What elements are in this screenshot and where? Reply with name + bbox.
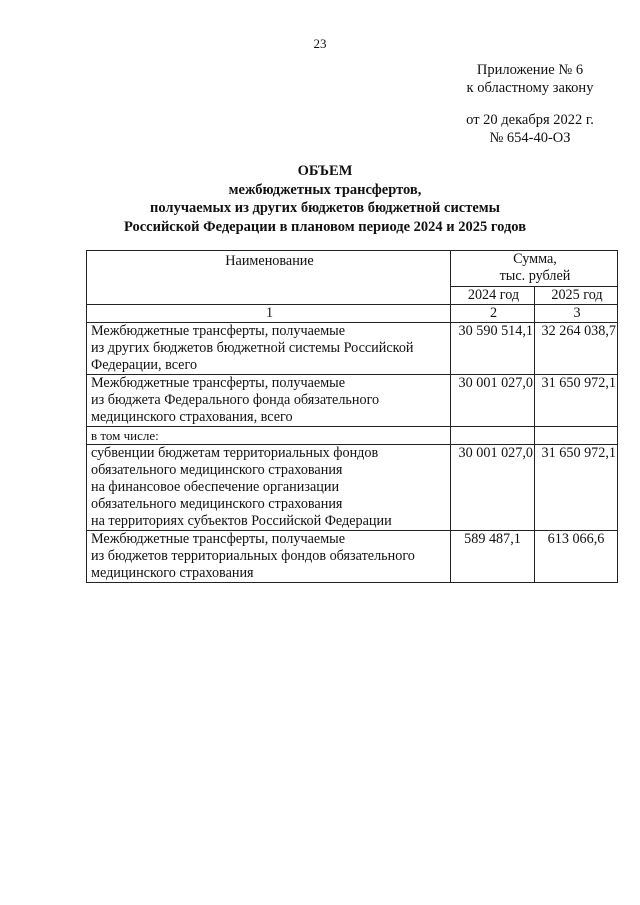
row-name-line: обязательного медицинского страхования xyxy=(91,462,343,478)
row-name-line: из бюджета Федерального фонда обязательного xyxy=(91,392,380,408)
row-name xyxy=(87,531,451,583)
row-name xyxy=(87,427,451,445)
value-2024: 30 590 514,1 xyxy=(451,323,535,375)
header-year-2025: 2025 год xyxy=(535,286,618,304)
appendix-number: № 654-40-ОЗ xyxy=(489,130,571,146)
row-name-line: медицинского страхования xyxy=(91,565,254,581)
value-2024: 30 001 027,0 xyxy=(451,445,535,531)
row-name-line: медицинского страхования, всего xyxy=(91,409,293,425)
column-number-3: 3 xyxy=(535,305,618,323)
table-row xyxy=(87,445,618,531)
row-name-line: обязательного медицинского страхования xyxy=(91,496,343,512)
appendix-law: к областному закону xyxy=(466,80,594,96)
row-name-line: Межбюджетные трансферты, получаемые xyxy=(91,531,345,547)
column-numbers-row xyxy=(87,305,618,323)
row-name xyxy=(87,375,451,427)
value-2025: 32 264 038,7 xyxy=(535,323,618,375)
header-year-2024: 2024 год xyxy=(451,286,535,304)
document-title xyxy=(80,162,570,236)
transfers-table xyxy=(86,250,618,583)
header-sum-line2: тыс. рублей xyxy=(499,268,571,284)
value-2024 xyxy=(451,427,535,445)
row-name-line: субвенции бюджетам территориальных фондов xyxy=(91,445,379,461)
value-2025: 613 066,6 xyxy=(535,531,618,583)
row-name-line: Межбюджетные трансферты, получаемые xyxy=(91,323,345,339)
row-name-line: в том числе: xyxy=(91,428,159,443)
value-2025 xyxy=(535,427,618,445)
row-name-line: на финансовое обеспечение организации xyxy=(91,479,340,495)
table-row xyxy=(87,531,618,583)
title-line-4: Российской Федерации в плановом периоде 2024 и 2025 годов xyxy=(123,218,527,235)
value-2024: 589 487,1 xyxy=(451,531,535,583)
column-number-1: 1 xyxy=(87,305,451,323)
table-row xyxy=(87,375,618,427)
value-2025: 31 650 972,1 xyxy=(535,445,618,531)
header-sum-line1: Сумма, xyxy=(513,251,557,267)
row-name-line: из бюджетов территориальных фондов обязательного xyxy=(91,548,415,564)
row-name xyxy=(87,323,451,375)
appendix-block xyxy=(430,61,630,147)
column-number-2: 2 xyxy=(451,305,535,323)
table-row xyxy=(87,427,618,445)
row-name xyxy=(87,445,451,531)
page-number: 23 xyxy=(313,36,327,51)
appendix-date: от 20 декабря 2022 г. xyxy=(466,112,594,128)
row-name-line: Межбюджетные трансферты, получаемые xyxy=(91,375,345,391)
value-2025: 31 650 972,1 xyxy=(535,375,618,427)
value-2024: 30 001 027,0 xyxy=(451,375,535,427)
table-row xyxy=(87,323,618,375)
header-name: Наименование xyxy=(87,251,451,305)
appendix-title: Приложение № 6 xyxy=(476,62,584,78)
row-name-line: на территориях субъектов Российской Федерации xyxy=(91,513,392,529)
row-name-line: из других бюджетов бюджетной системы Российской xyxy=(91,340,414,356)
title-line-2: межбюджетных трансфертов, xyxy=(228,181,422,198)
header-sum xyxy=(451,251,618,287)
title-line-3: получаемых из других бюджетов бюджетной системы xyxy=(150,200,500,216)
title-line-1: ОБЪЕМ xyxy=(297,163,353,179)
row-name-line: Федерации, всего xyxy=(91,357,198,373)
